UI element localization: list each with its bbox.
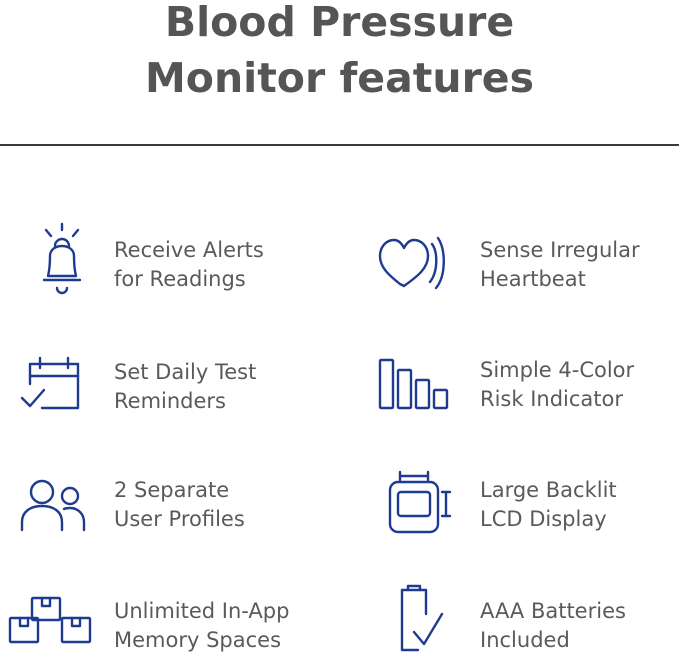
feature-label (114, 236, 264, 294)
feature-line-1: AAA Batteries (480, 599, 626, 623)
bell-icon (38, 224, 86, 296)
page-title (0, 0, 679, 106)
feature-label (114, 476, 245, 534)
feature-alerts (0, 220, 340, 310)
feature-line-1: Simple 4-Color (480, 358, 635, 382)
feature-line-2: Memory Spaces (114, 628, 282, 652)
feature-line-2: Reminders (114, 389, 226, 413)
boxes-icon (8, 596, 92, 646)
feature-line-2: Heartbeat (480, 267, 586, 291)
users-icon (20, 476, 86, 532)
title-line-1: Blood Pressure (164, 0, 515, 46)
feature-risk-indicator (340, 340, 679, 430)
feature-line-1: 2 Separate (114, 478, 230, 502)
feature-line-2: LCD Display (480, 507, 607, 531)
feature-label (480, 476, 617, 534)
feature-heartbeat (340, 220, 679, 310)
feature-line-1: Unlimited In-App (114, 599, 290, 623)
feature-reminders (0, 340, 340, 430)
feature-line-2: User Profiles (114, 507, 245, 531)
feature-label (114, 597, 289, 655)
feature-label (480, 597, 626, 655)
battery-check-icon (398, 584, 444, 652)
device-display-icon (388, 470, 454, 536)
feature-line-2: for Readings (114, 267, 246, 291)
feature-label (480, 356, 634, 414)
feature-line-2: Included (480, 628, 570, 652)
feature-line-1: Receive Alerts (114, 238, 264, 262)
feature-lcd-display (340, 460, 679, 550)
feature-user-profiles (0, 460, 340, 550)
feature-memory-spaces (0, 580, 340, 655)
feature-label (480, 236, 640, 294)
feature-line-1: Sense Irregular (480, 238, 640, 262)
calendar-check-icon (20, 354, 82, 412)
feature-label (114, 358, 256, 416)
feature-line-1: Set Daily Test (114, 360, 257, 384)
heart-icon (376, 234, 448, 292)
title-line-2: Monitor features (145, 54, 534, 102)
feature-batteries (340, 580, 679, 655)
bar-chart-icon (378, 358, 450, 410)
feature-line-2: Risk Indicator (480, 387, 624, 411)
divider (0, 144, 679, 146)
feature-line-1: Large Backlit (480, 478, 617, 502)
